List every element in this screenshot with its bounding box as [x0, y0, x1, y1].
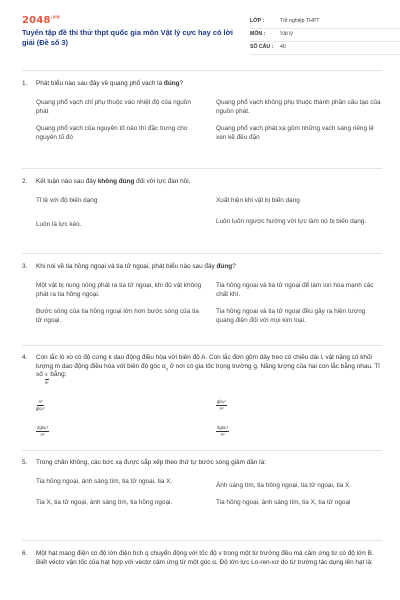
question-stem: 6. Một hạt mang điện có độ lớn điện tích q chuyển động với tốc độ v trong một từ trường đều mà cảm ứng từ có độ lớn B. Biết véctơ vận tốc của hạt hợp với véctơ cảm ứng từ một góc α. Độ lớn lực Lo-ren-xơ do từ trường tác dụng lên hạt là:	[22, 550, 374, 566]
answer-option[interactable]: Ánh sáng tím, tia hồng ngoại, tia tử ngoại, tia X.	[216, 481, 352, 489]
meta-value: Tốt nghiệp THPT	[280, 18, 320, 25]
answer-option[interactable]: Tia hồng ngoại, ánh sáng tím, tia X, tia tử ngoại	[216, 498, 351, 506]
answer-option[interactable]: Quang phổ vạch của nguyên tố nào thì đặc trưng cho nguyên tố đó	[36, 125, 188, 142]
answer-option[interactable]: Tỉ lệ với độ biến dạng	[36, 196, 98, 204]
formula-fraction: $\frac{\text{2glα₀²}}{\text{A²}}$	[37, 425, 49, 438]
question-5	[22, 459, 382, 507]
question-number: 1.	[22, 80, 28, 87]
answer-options	[36, 196, 382, 230]
answer-option[interactable]	[36, 423, 202, 437]
answer-options	[36, 98, 382, 143]
meta-value: Vật lý	[280, 31, 293, 38]
answer-option[interactable]: Tia hồng ngoại, ánh sáng tím, tia tử ngoại, tia X.	[36, 477, 173, 485]
answer-option[interactable]: Tia hồng ngoại và tia tử ngoại để làm ion hóa mạnh các chất khí.	[216, 281, 374, 298]
answer-option[interactable]: Quang phổ vạch phát xạ gồm những vạch sáng riêng lẻ xen kẽ đều đặn	[216, 125, 374, 142]
header	[22, 14, 382, 62]
answer-option[interactable]	[216, 423, 382, 437]
question-number: 4.	[22, 354, 28, 361]
question-number: 2.	[22, 178, 28, 185]
answer-option[interactable]: Luôn luôn ngược hướng với lực làm nó bị biến dạng.	[216, 217, 367, 225]
question-stem: 2. Kết luận nào sau đây không đúng đối với lực đàn hồi.	[22, 178, 191, 185]
answer-option[interactable]: Luôn là lực kéo.	[36, 220, 82, 228]
divider	[22, 253, 382, 254]
answer-option[interactable]: Tia X, tia tử ngoại, ánh sáng tím, tia hồng ngoại.	[36, 498, 173, 506]
divider	[22, 70, 382, 71]
meta-value: 40	[280, 44, 286, 51]
formula-fraction: $\frac{\text{A²}}{\text{glα₀²}}$	[36, 398, 45, 411]
answer-option[interactable]: Bước sóng của tia hồng ngoại lớn hơn bước sóng của tia tử ngoại.	[36, 308, 199, 325]
answer-option[interactable]: Một vật bị nung nóng phát ra tia tử ngoại, khi đó vật không phát ra tia hồng ngoại.	[36, 281, 202, 298]
answer-options	[36, 281, 382, 326]
answer-option[interactable]: Tia hồng ngoại và tia tử ngoại đều gây ra hiện tượng quang điện đối với mọi kim loại.	[216, 308, 366, 325]
ratio-fraction: $\frac{k}{m}$	[44, 372, 49, 385]
question-3	[22, 263, 382, 326]
divider	[22, 345, 382, 346]
question-stem: 5. Trong chân không, các bức xạ được sắp xếp theo thứ tự bước sóng giảm dần là:	[22, 459, 266, 466]
question-number: 5.	[22, 459, 28, 466]
question-stem: 3. Khi nói về tia hồng ngoại và tia tử ngoại, phát biểu nào sau đây đúng?	[22, 263, 236, 270]
meta-label: MÔN :	[250, 31, 266, 38]
formula-fraction: $\frac{\text{3glα₀²}}{\text{A²}}$	[217, 425, 229, 438]
answer-options	[36, 477, 382, 508]
formula-fraction: $\frac{\text{glα₀²}}{\text{A²}}$	[217, 398, 226, 411]
question-6	[22, 550, 382, 567]
page-title: Tuyển tập đề thi thử thpt quốc gia môn Vật lý cực hay có lời giải (Đề số 3)	[22, 28, 233, 47]
question-2	[22, 178, 382, 229]
answer-option[interactable]: Quang phổ vạch không phụ thuộc thành phần cấu tạo của nguồn phát.	[216, 98, 381, 115]
question-number: 3.	[22, 263, 28, 270]
answer-option[interactable]	[216, 397, 382, 411]
site-logo[interactable]: $2048^{.vn}$	[22, 14, 60, 26]
question-4	[22, 354, 382, 438]
meta-row-count	[250, 42, 400, 55]
meta-label: LỚP :	[250, 18, 265, 25]
question-stem: 4. Con lắc lò xo có độ cứng k dao động điều hòa với biên độ A. Con lắc đơn gồm dây treo có chiều dài l, vật nặng có khối lượng m dao động điều hòa với biên độ góc $\alpha_0$ ở nơi có gia tốc trọng trường g. Năng lượng của hai con lắc bằng nhau. Tỉ số $\frac{k}{m}$ bằng:	[22, 354, 380, 385]
divider	[22, 450, 382, 451]
meta-row-class	[250, 16, 400, 29]
question-number: 6.	[22, 550, 28, 557]
exam-meta	[250, 16, 400, 55]
meta-label: SỐ CÂU :	[250, 44, 274, 51]
answer-option[interactable]: Quang phổ vạch chỉ phụ thuộc vào nhiệt độ của nguồn phát	[36, 98, 191, 115]
meta-row-subject	[250, 29, 400, 42]
answer-option[interactable]: Xuất hiện khi vật bị biến dạng	[216, 196, 300, 204]
answer-option[interactable]	[36, 397, 202, 411]
divider	[22, 540, 382, 541]
question-1	[22, 80, 382, 143]
question-stem: 1. Phát biểu nào sau đây về quang phổ vạch là đúng?	[22, 80, 184, 87]
divider	[22, 168, 382, 169]
answer-options	[36, 397, 382, 438]
